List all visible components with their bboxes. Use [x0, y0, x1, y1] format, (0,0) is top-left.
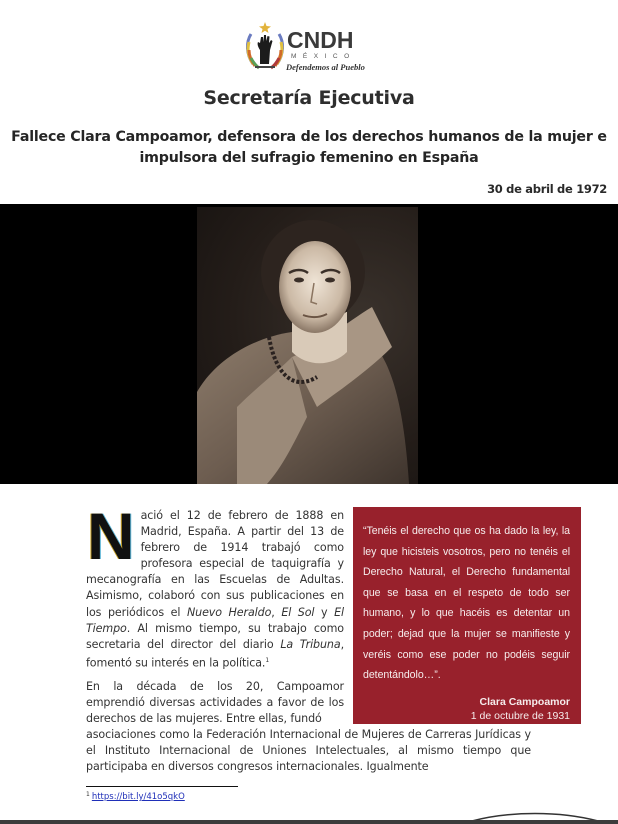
footnote — [86, 791, 185, 802]
quote-date: 1 de octubre de 1931 — [470, 709, 570, 722]
newspaper-name: Nuevo Heraldo — [186, 605, 272, 619]
portrait-illustration — [197, 207, 418, 484]
footnote-reference[interactable]: 1 — [265, 656, 270, 664]
paragraph-text: . Al mismo tiempo, su trabajo como secretaria del director del diario — [86, 621, 344, 651]
drop-cap: N — [87, 499, 135, 573]
quote-text: “Tenéis el derecho que os ha dado la ley, la ley que hicisteis vosotros, pero no tenéis el Derecho Natural, el Derecho fundamental que se basa en el respeto de todo ser humano, y lo que hacéis es detentar un poder; dejad que la mujer se manifieste y veréis como ese poder no podéis seguir detentándolo…”. — [363, 525, 570, 682]
logo-wordmark: CNDH — [287, 27, 354, 53]
footnote-link[interactable]: https://bit.ly/41o5qkO — [91, 792, 185, 802]
article-headline: Fallece Clara Campoamor, defensora de los derechos humanos de la mujer e impulsora del sufragio femenino en España — [11, 129, 607, 166]
separator: y — [314, 605, 335, 619]
paragraph-text: , fomentó su interés en la política. — [86, 637, 344, 670]
newspaper-name: El Tiempo — [86, 605, 344, 635]
article-paragraph-2-continued: asociaciones como la Federación Internacional de Mujeres de Carreras Jurídicas y el Instituto Internacional de Uniones Intelectuales, al mismo tiempo que participaba en diversos congresos internacionales. Igualmente — [86, 728, 531, 774]
raised-fist-laurel-icon — [243, 20, 287, 74]
footnote-number: 1 — [86, 791, 90, 798]
newspaper-name: La Tribuna — [280, 637, 341, 651]
article-paragraph-1 — [86, 499, 344, 672]
photo-band — [0, 204, 618, 484]
article-paragraph-2: En la década de los 20, Campoamor emprendió diversas actividades a favor de los derechos de las mujeres. Entre ellas, fundó — [86, 680, 344, 726]
section-title: Secretaría Ejecutiva — [203, 87, 415, 109]
footnote-divider — [86, 786, 238, 787]
paragraph-text: ació el 12 de febrero de 1888 en Madrid, España. A partir del 13 de febrero de 1914 trabajó como profesora especial de taquigrafía y mecanografía en las Escuelas de Adultas. Asimismo, colaboró con sus publicaciones en los periódicos el — [86, 509, 344, 619]
logo-country: MÉXICO — [291, 53, 356, 60]
cndh-logo — [243, 20, 375, 76]
portrait-photo — [197, 207, 418, 484]
newspaper-name: El Sol — [281, 605, 315, 619]
separator: , — [271, 605, 282, 619]
quote-box — [353, 507, 581, 724]
article-date: 30 de abril de 1972 — [487, 182, 607, 196]
quote-author: Clara Campoamor — [479, 695, 570, 708]
logo-tagline: Defendemos al Pueblo — [286, 62, 365, 72]
page-bottom-edge — [0, 820, 618, 824]
